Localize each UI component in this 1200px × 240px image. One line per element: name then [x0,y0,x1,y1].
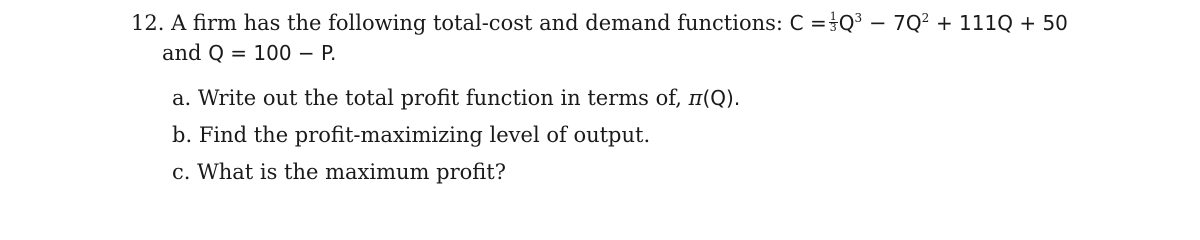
cost-tail: + 111Q + 50 [935,11,1068,35]
problem-number: 12. [131,11,165,35]
fraction-numerator: 1 [829,10,837,23]
part-b-label: b. [172,123,193,147]
quadratic-term-base: 7Q [893,11,922,35]
part-c-text: What is the maximum profit? [197,160,506,184]
minus-sign: − [868,11,887,35]
problem-line-2 [162,38,336,68]
cubic-term-base: Q [838,11,855,35]
part-c-label: c. [172,160,191,184]
part-a-label: a. [172,86,192,110]
part-a-text: Write out the total profit function in terms of, [197,86,682,110]
part-b-text: Find the profit-maximizing level of output. [198,123,651,147]
one-third-fraction [829,12,838,33]
cost-lhs: C = [789,11,827,35]
fraction-denominator: 3 [829,21,837,34]
part-c [172,157,506,187]
part-b [172,120,650,150]
and-word: and [162,41,202,65]
pi-symbol: π [688,86,703,110]
demand-function: Q = 100 − P. [208,41,337,65]
problem-intro: A firm has the following total-cost and demand functions: [171,11,783,35]
problem-line-1 [131,8,1068,38]
part-a [172,83,740,113]
pi-argument: (Q). [702,86,741,110]
cubic-term-exponent: 3 [854,11,863,25]
quadratic-term-exponent: 2 [921,11,930,25]
